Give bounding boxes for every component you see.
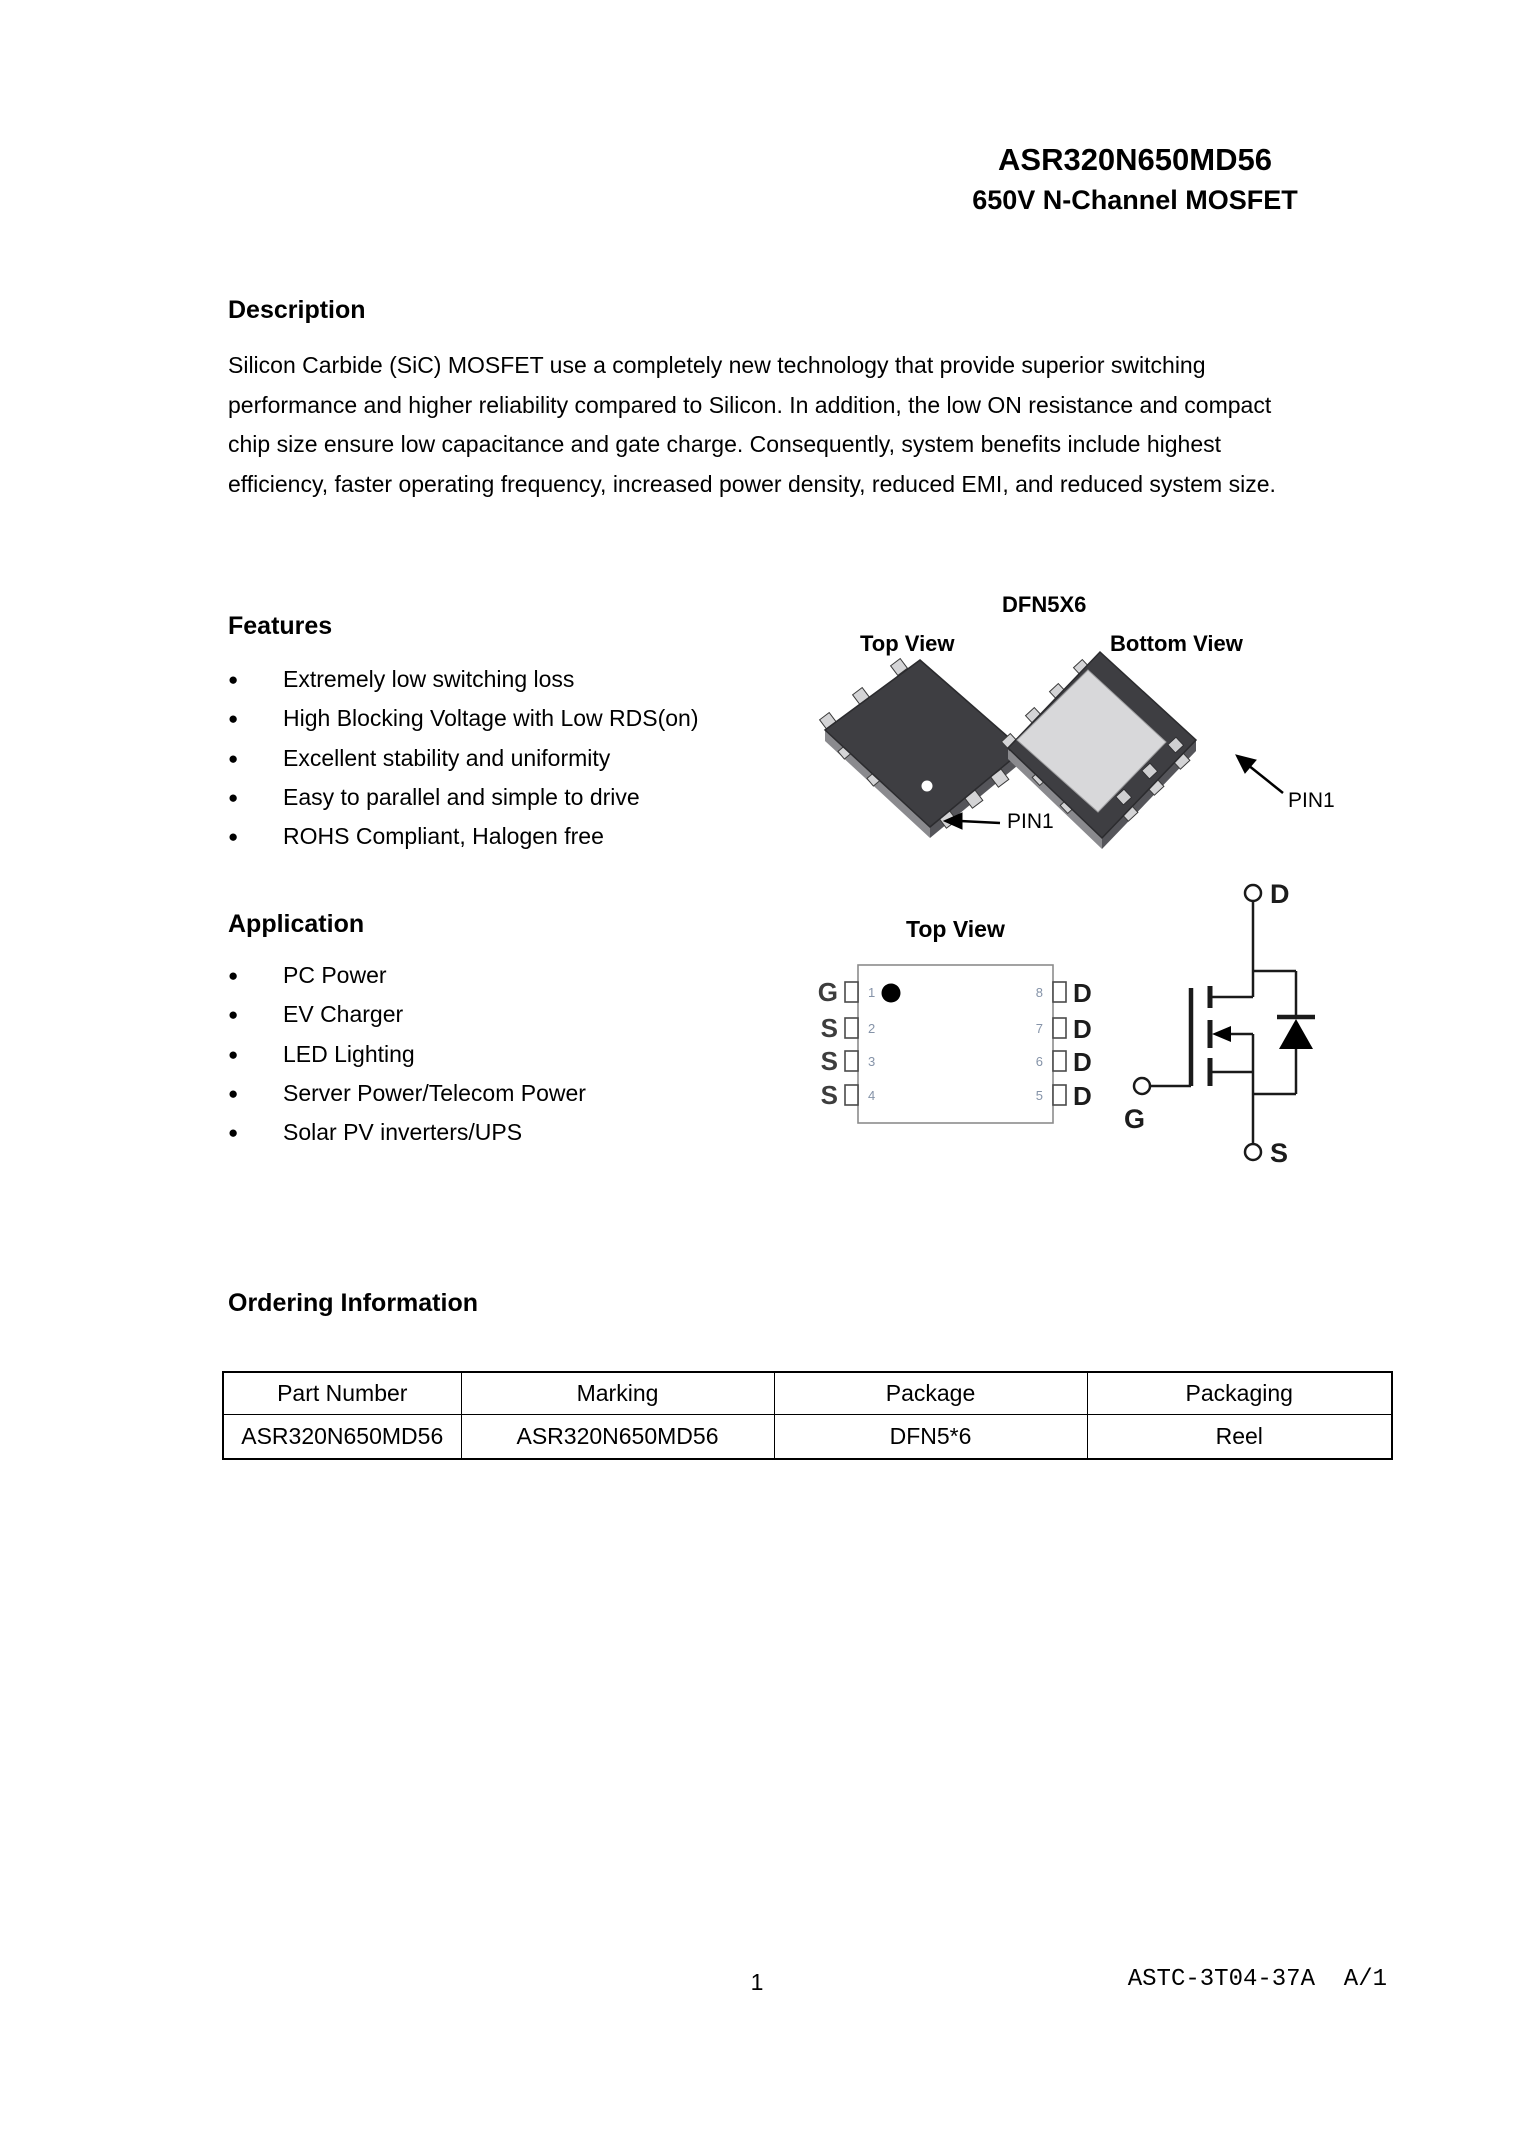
pin-label: G [817, 977, 838, 1007]
application-text: EV Charger [283, 1001, 404, 1028]
feature-text: High Blocking Voltage with Low RDS(on) [283, 705, 699, 732]
pin1-label-top-view: PIN1 [1007, 810, 1054, 833]
pin-label: D [1073, 1014, 1092, 1044]
pin-number: 5 [1035, 1088, 1043, 1103]
table-header-row [223, 1372, 1392, 1414]
bullet-icon: ● [228, 748, 239, 768]
ordering-table [222, 1371, 1393, 1460]
features-list [228, 660, 698, 856]
bullet-icon: ● [228, 1044, 239, 1064]
pin-label: D [1073, 1047, 1092, 1077]
column-header: Part Number [223, 1372, 461, 1414]
list-item [228, 995, 586, 1034]
list-item [228, 1113, 586, 1152]
pin-label: S [820, 1046, 838, 1076]
package-figure [790, 555, 1390, 885]
pin-label: D [1073, 978, 1092, 1008]
list-item [228, 699, 698, 738]
list-item [228, 1035, 586, 1074]
pin-number: 1 [868, 985, 876, 1000]
bullet-icon: ● [228, 1084, 239, 1104]
pin1-indicator-dot [882, 984, 901, 1003]
application-text: PC Power [283, 962, 387, 989]
document-number: ASTC-3T04-37A A/1 [1127, 1966, 1387, 1993]
pin-number: 8 [1035, 985, 1043, 1000]
feature-text: ROHS Compliant, Halogen free [283, 823, 604, 850]
bullet-icon: ● [228, 827, 239, 847]
package-top-view-label: Top View [860, 631, 955, 656]
list-item [228, 778, 698, 817]
pinout-diagram [818, 965, 1092, 1123]
pin-label: S [820, 1013, 838, 1043]
feature-text: Easy to parallel and simple to drive [283, 784, 640, 811]
packaging-cell: Reel [1087, 1414, 1392, 1459]
package-top-view-figure [820, 659, 1035, 838]
body-diode [1279, 1019, 1313, 1049]
application-text: Solar PV inverters/UPS [283, 1119, 523, 1146]
mosfet-schematic [1124, 879, 1315, 1168]
pin-number: 3 [868, 1054, 876, 1069]
package-bottom-view-label: Bottom View [1110, 631, 1243, 656]
table-row [223, 1414, 1392, 1459]
features-heading: Features [228, 612, 333, 640]
list-item [228, 817, 698, 856]
bullet-icon: ● [228, 788, 239, 808]
bullet-icon: ● [228, 1005, 239, 1025]
package-cell: DFN5*6 [774, 1414, 1087, 1459]
pin-label: S [820, 1080, 838, 1110]
pinout-title: Top View [906, 916, 1005, 942]
page-number: 1 [750, 1969, 764, 1995]
marking-cell: ASR320N650MD56 [461, 1414, 774, 1459]
application-text: Server Power/Telecom Power [283, 1080, 586, 1107]
bullet-icon: ● [228, 670, 239, 690]
list-item [228, 660, 698, 699]
bullet-icon: ● [228, 709, 239, 729]
package-bottom-view-figure [1002, 652, 1283, 849]
pin1-indicator-dot [922, 781, 933, 792]
pin-number: 6 [1035, 1054, 1043, 1069]
list-item [228, 1074, 586, 1113]
column-header: Package [774, 1372, 1087, 1414]
page-title: ASR320N650MD56 [998, 142, 1272, 177]
gate-label: G [1124, 1104, 1146, 1134]
pin-number: 2 [868, 1021, 876, 1036]
pin1-label-bottom-view: PIN1 [1288, 789, 1335, 812]
body-arrow [1212, 1026, 1231, 1042]
list-item [228, 739, 698, 778]
feature-text: Excellent stability and uniformity [283, 744, 611, 771]
application-heading: Application [228, 910, 365, 938]
pin1-arrow-icon [1236, 755, 1283, 793]
description-heading: Description [228, 296, 366, 324]
package-name-label: DFN5X6 [1002, 592, 1087, 617]
pin-number: 4 [868, 1088, 876, 1103]
application-text: LED Lighting [283, 1040, 415, 1067]
source-label: S [1270, 1138, 1289, 1168]
page-subtitle: 650V N-Channel MOSFET [972, 185, 1298, 215]
pinout-and-schematic [810, 860, 1390, 1200]
list-item [228, 956, 586, 995]
drain-label: D [1270, 879, 1290, 909]
column-header: Marking [461, 1372, 774, 1414]
column-header: Packaging [1087, 1372, 1392, 1414]
application-list [228, 956, 586, 1152]
feature-text: Extremely low switching loss [283, 666, 575, 693]
bullet-icon: ● [228, 1123, 239, 1143]
header-title-block [940, 142, 1330, 216]
part-number-cell: ASR320N650MD56 [223, 1414, 461, 1459]
pin-number: 7 [1035, 1021, 1043, 1036]
ordering-heading: Ordering Information [228, 1289, 478, 1317]
bullet-icon: ● [228, 966, 239, 986]
description-paragraph: Silicon Carbide (SiC) MOSFET use a completely new technology that provide superior switching performance and higher reliability compared to Silicon. In addition, the low ON resistance and compact chip size ensure low capacitance and gate charge. Consequently, system benefits include highest efficiency, faster operating frequency, increased power density, reduced EMI, and reduced system size. [228, 352, 1276, 497]
pin-label: D [1073, 1081, 1092, 1111]
